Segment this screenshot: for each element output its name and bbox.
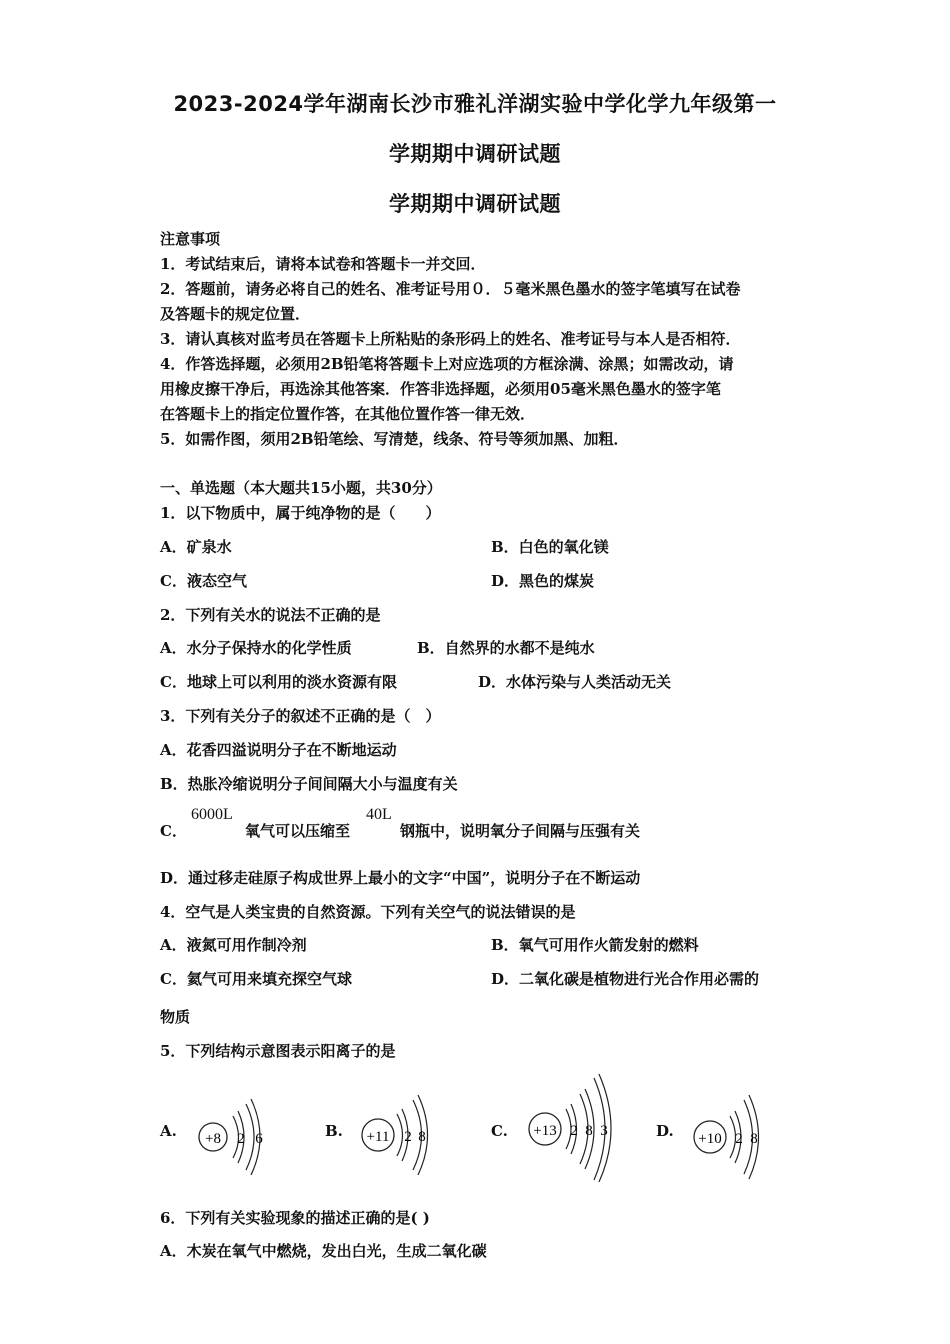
nucleus-charge: +11 bbox=[366, 1129, 390, 1145]
question-4-option-b: B．氧气可用作火箭发射的燃料 bbox=[491, 936, 699, 954]
notice-line: 在答题卡上的指定位置作答，在其他位置作答一律无效． bbox=[160, 405, 536, 423]
question-3-option-c-text: 氧气可以压缩至 bbox=[245, 822, 351, 840]
notice-line: 2．答题前，请务必将自己的姓名、准考证号用０．５毫米黑色墨水的签字笔填写在试卷 bbox=[160, 280, 741, 298]
exam-title-line-1: 2023-2024学年湖南长沙市雅礼洋湖实验中学化学九年级第一 bbox=[173, 92, 777, 116]
nucleus-charge: +8 bbox=[205, 1131, 221, 1147]
exam-title-line-3: 学期期中调研试题 bbox=[389, 192, 561, 216]
notice-line: 1．考试结束后，请将本试卷和答题卡一并交回． bbox=[160, 255, 486, 273]
notice-heading: 注意事项 bbox=[160, 230, 221, 248]
question-2-option-a: A．水分子保持水的化学性质 bbox=[160, 639, 352, 657]
question-2-stem: 2．下列有关水的说法不正确的是 bbox=[160, 606, 381, 624]
atom-diagram-b bbox=[352, 1090, 482, 1180]
notice-line: 5．如需作图，须用2B铅笔绘、写清楚，线条、符号等须加黑、加粗． bbox=[160, 430, 629, 448]
nucleus-charge: +10 bbox=[698, 1131, 722, 1147]
question-1-option-b: B．白色的氧化镁 bbox=[491, 538, 609, 556]
shell-electrons: 8 bbox=[418, 1129, 426, 1145]
question-3-volume-6000l: 6000L bbox=[191, 806, 233, 823]
question-4-option-d: D．二氧化碳是植物进行光合作用必需的 bbox=[491, 970, 760, 988]
question-5-option-b-label: B. bbox=[325, 1122, 343, 1140]
question-3-option-a: A．花香四溢说明分子在不断地运动 bbox=[160, 741, 397, 759]
question-1-option-a: A．矿泉水 bbox=[160, 538, 232, 556]
shell-electrons: 2 bbox=[570, 1123, 578, 1139]
atom-diagram-d bbox=[688, 1090, 818, 1180]
question-5-stem: 5．下列结构示意图表示阳离子的是 bbox=[160, 1042, 396, 1060]
shell-electrons: 2 bbox=[404, 1129, 412, 1145]
notice-line: 3．请认真核对监考员在答题卡上所粘贴的条形码上的姓名、准考证号与本人是否相符． bbox=[160, 330, 741, 348]
question-3-option-d: D．通过移走硅原子构成世界上最小的文字“中国”，说明分子在不断运动 bbox=[160, 869, 641, 887]
question-1-stem: 1．以下物质中，属于纯净物的是（ ） bbox=[160, 504, 441, 522]
question-6-stem: 6．下列有关实验现象的描述正确的是( ) bbox=[160, 1209, 430, 1227]
section-heading: 一、单选题（本大题共15小题，共30分） bbox=[160, 479, 442, 497]
shell-electrons: 2 bbox=[237, 1131, 245, 1147]
question-6-option-a: A．木炭在氧气中燃烧，发出白光，生成二氧化碳 bbox=[160, 1242, 487, 1260]
question-3-option-b: B．热胀冷缩说明分子间间隔大小与温度有关 bbox=[160, 775, 458, 793]
question-5-option-c-label: C. bbox=[491, 1122, 508, 1140]
question-2-option-b: B．自然界的水都不是纯水 bbox=[417, 639, 595, 657]
shell-electrons: 3 bbox=[600, 1123, 608, 1139]
notice-line: 用橡皮擦干净后，再选涂其他答案．作答非选择题，必须用05毫米黑色墨水的签字笔 bbox=[160, 380, 721, 398]
question-3-option-c-label: C． bbox=[160, 822, 187, 840]
question-5-option-d-label: D. bbox=[656, 1122, 674, 1140]
notice-line: 4．作答选择题，必须用2B铅笔将答题卡上对应选项的方框涂满、涂黑；如需改动，请 bbox=[160, 355, 734, 373]
shell-electrons: 8 bbox=[750, 1131, 758, 1147]
question-4-option-c: C．氦气可用来填充探空气球 bbox=[160, 970, 352, 988]
shell-electrons: 6 bbox=[255, 1131, 263, 1147]
question-3-option-c-text-end: 钢瓶中，说明氧分子间隔与压强有关 bbox=[400, 822, 641, 840]
atom-diagram-c bbox=[522, 1072, 652, 1182]
question-5-option-a-label: A. bbox=[160, 1122, 177, 1140]
question-2-option-d: D．水体污染与人类活动无关 bbox=[478, 673, 672, 691]
question-2-option-c: C．地球上可以利用的淡水资源有限 bbox=[160, 673, 397, 691]
shell-electrons: 2 bbox=[735, 1131, 743, 1147]
atom-diagram-a bbox=[186, 1090, 316, 1180]
question-4-option-d-continued: 物质 bbox=[160, 1008, 191, 1026]
question-1-option-c: C．液态空气 bbox=[160, 572, 247, 590]
notice-line: 及答题卡的规定位置． bbox=[160, 305, 311, 323]
question-3-stem: 3．下列有关分子的叙述不正确的是（ ） bbox=[160, 707, 441, 725]
exam-title-line-2: 学期期中调研试题 bbox=[389, 142, 561, 166]
question-1-option-d: D．黑色的煤炭 bbox=[491, 572, 595, 590]
shell-electrons: 8 bbox=[585, 1123, 593, 1139]
question-4-option-a: A．液氮可用作制冷剂 bbox=[160, 936, 307, 954]
question-4-stem: 4．空气是人类宝贵的自然资源。下列有关空气的说法错误的是 bbox=[160, 903, 576, 921]
nucleus-charge: +13 bbox=[533, 1123, 557, 1139]
question-3-volume-40l: 40L bbox=[366, 806, 392, 823]
